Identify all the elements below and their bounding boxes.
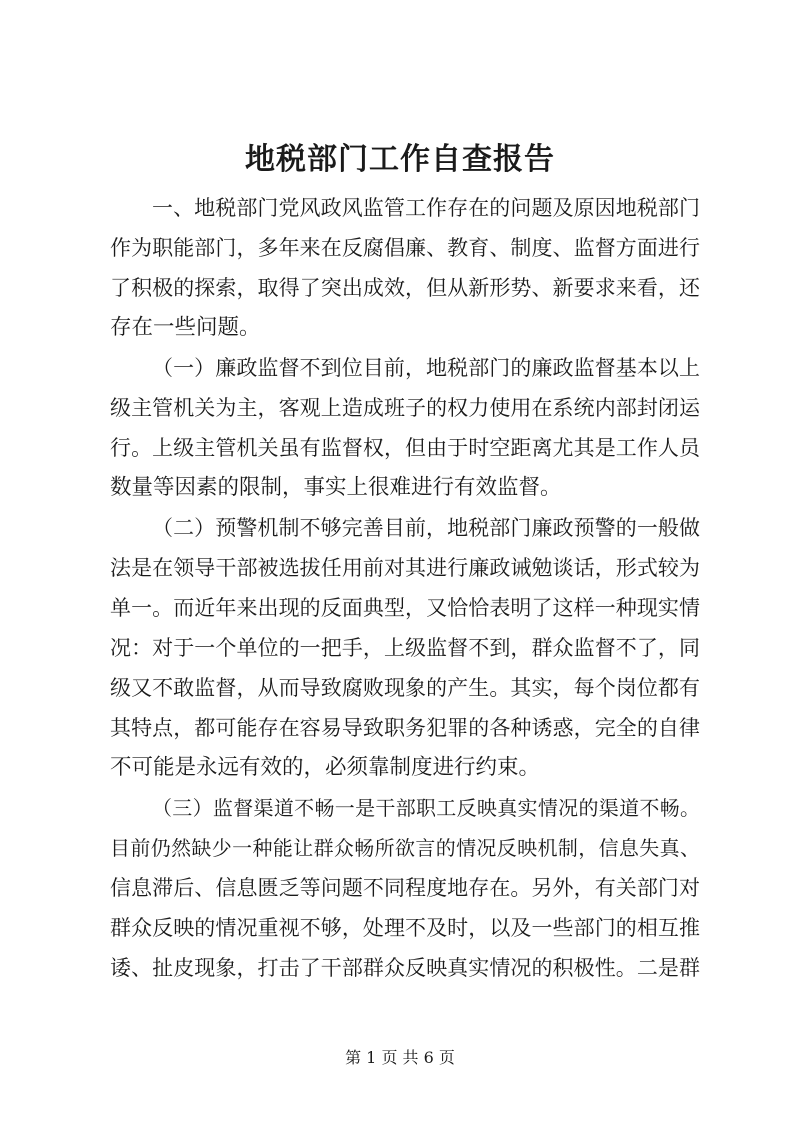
text-line: 信息滞后、信息匮乏等问题不同程度地存在。另外，有关部门对	[110, 876, 700, 900]
text-line: 一、地税部门党风政风监管工作存在的问题及原因地税部门	[152, 196, 700, 220]
text-line: 其特点，都可能存在容易导致职务犯罪的各种诱惑，完全的自律	[110, 716, 700, 740]
text-line: 存在一些问题。	[110, 315, 261, 340]
text-line: 行。上级主管机关虽有监督权，但由于时空距离尤其是工作人员	[110, 436, 700, 460]
text-line: 不可能是永远有效的，必须靠制度进行约束。	[110, 755, 541, 780]
text-line: （二）预警机制不够完善目前，地税部门廉政预警的一般做	[152, 516, 700, 540]
text-line: 数量等因素的限制，事实上很难进行有效监督。	[110, 475, 562, 500]
text-line: 群众反映的情况重视不够，处理不及时，以及一些部门的相互推	[110, 916, 700, 940]
text-line: 级又不敢监督，从而导致腐败现象的产生。其实，每个岗位都有	[110, 676, 700, 700]
text-line: 了积极的探索，取得了突出成效，但从新形势、新要求来看，还	[110, 276, 700, 300]
text-line: 诿、扯皮现象，打击了干部群众反映真实情况的积极性。二是群	[110, 956, 700, 980]
page-title: 地税部门工作自查报告	[245, 142, 555, 177]
page-number-footer: 第 1 页 共 6 页	[345, 1048, 455, 1067]
text-line: 目前仍然缺少一种能让群众畅所欲言的情况反映机制，信息失真、	[110, 836, 700, 860]
text-line: （三）监督渠道不畅一是干部职工反映真实情况的渠道不畅。	[152, 796, 700, 820]
text-line: 况：对于一个单位的一把手，上级监督不到，群众监督不了，同	[110, 636, 700, 660]
text-line: （一）廉政监督不到位目前，地税部门的廉政监督基本以上	[152, 356, 700, 380]
text-line: 级主管机关为主，客观上造成班子的权力使用在系统内部封闭运	[110, 396, 700, 420]
text-line: 法是在领导干部被选拔任用前对其进行廉政诫勉谈话，形式较为	[110, 556, 700, 580]
text-line: 作为职能部门，多年来在反腐倡廉、教育、制度、监督方面进行	[110, 236, 700, 260]
text-line: 单一。而近年来出现的反面典型，又恰恰表明了这样一种现实情	[110, 596, 700, 620]
